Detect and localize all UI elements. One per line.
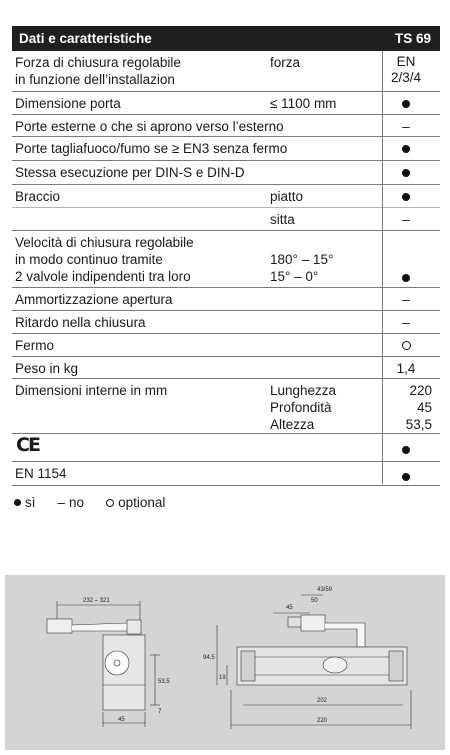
row-label: Peso in kg	[15, 361, 79, 376]
row-label: Fermo	[15, 338, 55, 353]
value-column-divider	[382, 51, 383, 484]
yes-dot-icon	[402, 274, 410, 282]
legend	[14, 495, 165, 510]
row-en1154	[12, 462, 440, 486]
row-door-size	[12, 92, 440, 115]
row-label: Stessa esecuzione per DIN-S e DIN-D	[15, 165, 245, 180]
row-opening-damping	[12, 288, 440, 311]
row-label: Dimensioni interne in mm	[15, 383, 168, 398]
dim-front-arm: 45	[286, 605, 293, 611]
legend-optional: optional	[118, 495, 166, 510]
row-value	[374, 188, 438, 205]
row-value: –	[402, 119, 410, 134]
row-value: –	[402, 292, 410, 307]
dim-front-inner: 202	[317, 698, 328, 704]
dim-front-offset-a: 43/59	[317, 587, 333, 593]
row-outward-doors	[12, 115, 440, 137]
row-value	[374, 441, 438, 458]
row-closing-force	[12, 51, 440, 92]
row-label: Velocità di chiusura regolabile in modo continuo tramite 2 valvole indipendenti tra loro	[15, 235, 194, 284]
row-label: Ammortizzazione apertura	[15, 292, 173, 307]
row-closing-speed	[12, 231, 440, 288]
header-model: TS 69	[394, 31, 431, 46]
dim-front-height: 94,5	[203, 655, 215, 661]
row-value: 1,4	[396, 361, 416, 376]
row-value	[374, 164, 438, 181]
front-view	[217, 595, 411, 729]
dim-side-small: 7	[158, 709, 162, 715]
row-detail: ≤ 1100 mm	[270, 96, 337, 111]
yes-dot-icon	[402, 473, 410, 481]
row-din	[12, 161, 440, 185]
yes-dot-icon	[402, 100, 410, 108]
dim-side-depth: 45	[118, 717, 125, 723]
row-value	[374, 140, 438, 157]
row-label: Braccio	[15, 189, 61, 204]
row-hold-open	[12, 334, 440, 357]
yes-dot-icon	[14, 499, 21, 506]
row-detail: Lunghezza Profondità Altezza	[270, 383, 337, 432]
row-fire-doors	[12, 137, 440, 161]
dimension-drawing	[5, 575, 445, 750]
row-closing-delay	[12, 311, 440, 334]
yes-dot-icon	[402, 193, 410, 201]
row-detail: sitta	[270, 212, 295, 227]
row-label: EN 1154	[15, 466, 67, 481]
row-ce	[12, 434, 440, 462]
characteristics-table	[12, 26, 440, 486]
row-value	[374, 468, 438, 485]
dim-side-width: 232 – 321	[83, 598, 110, 604]
yes-dot-icon	[402, 145, 410, 153]
row-value: EN 2/3/4	[390, 54, 422, 85]
row-weight	[12, 357, 440, 379]
dim-side-height: 53,5	[158, 679, 170, 685]
row-label: Dimensione porta	[15, 96, 121, 111]
side-view	[47, 601, 160, 727]
row-detail: 180° – 15° 15° – 0°	[270, 252, 334, 284]
row-label: Porte esterne o che si aprono verso l’esterno	[15, 119, 284, 134]
legend-yes: sì	[25, 495, 36, 510]
row-internal-dimensions	[12, 379, 440, 434]
dim-front-small: 19	[219, 675, 226, 681]
row-value: –	[402, 212, 410, 227]
technical-drawing	[5, 575, 445, 750]
optional-circle-icon	[106, 499, 114, 507]
row-value: –	[402, 315, 410, 330]
row-detail: piatto	[270, 189, 304, 204]
yes-dot-icon	[402, 446, 410, 454]
row-detail: forza	[270, 55, 301, 70]
legend-no: no	[69, 495, 85, 510]
table-header	[12, 26, 440, 51]
row-value	[374, 337, 438, 354]
ce-mark-icon: CE	[16, 434, 39, 456]
header-title: Dati e caratteristiche	[19, 31, 152, 46]
row-arm-flat	[12, 185, 440, 208]
row-label: Ritardo nella chiusura	[15, 315, 146, 330]
row-value	[374, 95, 438, 112]
row-value	[374, 269, 438, 286]
row-arm-sitta	[12, 208, 440, 231]
optional-circle-icon	[402, 341, 411, 350]
row-label: Forza di chiusura regolabile in funzione dell’installazion	[15, 55, 181, 87]
row-label: Porte tagliafuoco/fumo se ≥ EN3 senza fermo	[15, 141, 288, 156]
row-value: 220 45 53,5	[405, 383, 432, 432]
dim-front-total: 220	[317, 718, 328, 724]
yes-dot-icon	[402, 169, 410, 177]
dim-front-offset-b: 50	[311, 598, 318, 604]
dash-icon: –	[57, 495, 66, 510]
